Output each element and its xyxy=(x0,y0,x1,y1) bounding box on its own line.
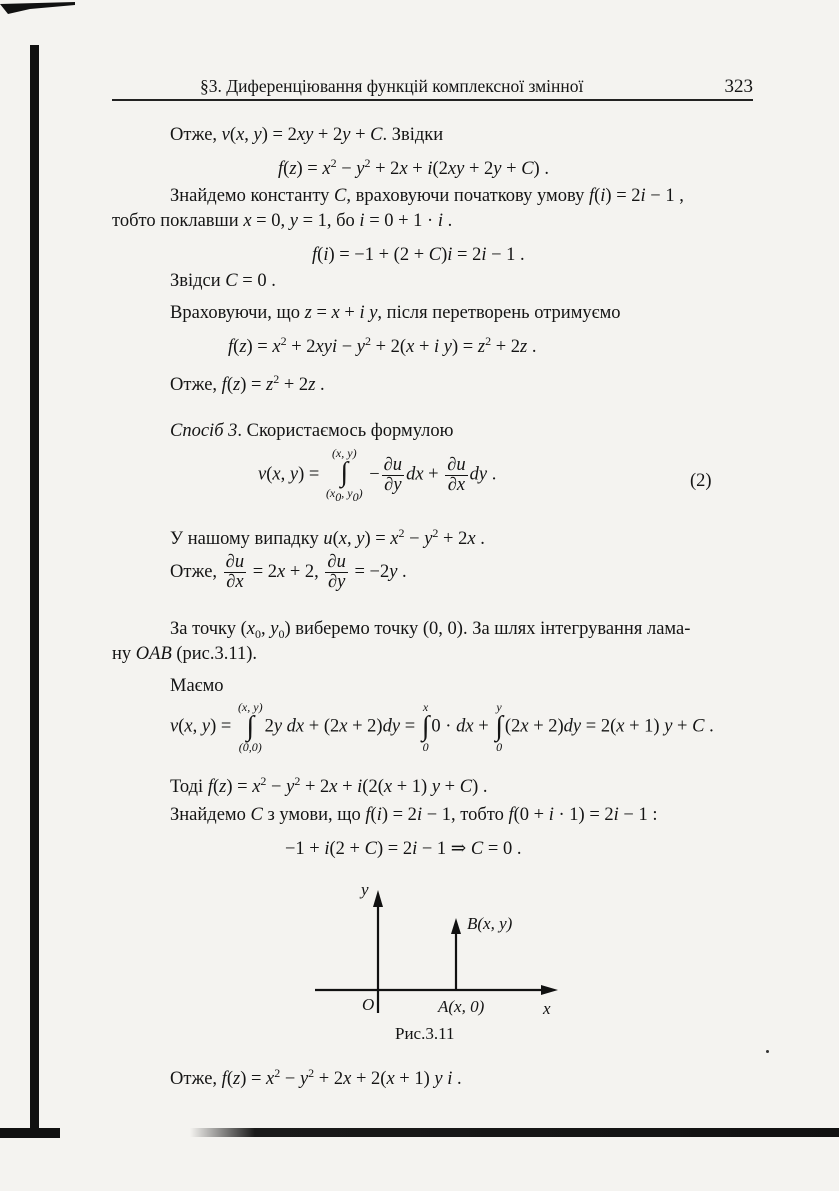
segment-ab xyxy=(451,918,461,990)
line-find-constant: Знайдемо константу C, враховуючи початкову умову f(i) = 2i − 1 , xyxy=(170,186,684,206)
line-substitution: тобто поклавши x = 0, y = 1, бо i = 0 + 1 · i . xyxy=(112,211,453,231)
line-partials: Отже, $\frac{\partial u}{\partial x}$ = 2x + 2, $\frac{\partial u}{\partial y}$ = −2y . xyxy=(170,552,407,592)
label-origin: O xyxy=(362,995,375,1014)
line-start-point: За точку ($x_0$, $y_0$) виберемо точку (0, 0). За шлях інтегрування лама- xyxy=(170,619,691,641)
line-method-3: Спосіб 3. Скористаємось формулою xyxy=(170,421,454,441)
formula-v-integral: v(x, y) = (x, y) ∫ (0,0) 2y dx + (2x + 2)dy = x ∫ 0 0 · dx + y ∫ 0 (2x + 2)dy = 2(x + 1) y + C . xyxy=(170,700,714,754)
label-x-axis: x xyxy=(543,999,551,1018)
line-we-have: Маємо xyxy=(170,676,224,696)
line-then: Тоді $f(z) = x^2 - y^2 + 2x + i(2(x + 1) y + C)$ . xyxy=(170,774,488,797)
line-find-c: Знайдемо C з умови, що f(i) = 2i − 1, тобто f(0 + i · 1) = 2i − 1 : xyxy=(170,805,658,825)
label-y-axis: y xyxy=(361,880,369,899)
line-v-result: Отже, v(x, y) = 2xy + 2y + C. Звідки xyxy=(170,125,444,145)
line-path: ну OAB (рис.3.11). xyxy=(112,644,257,664)
line-c-zero: Звідси C = 0 . xyxy=(170,271,276,291)
line-considering-z: Враховуючи, що z = x + i y, після перетворень отримуємо xyxy=(170,303,621,323)
page-number: 323 xyxy=(724,76,753,97)
figure-caption: Рис.3.11 xyxy=(395,1024,455,1043)
y-axis xyxy=(373,890,383,1013)
formula-f-i: f(i) = −1 + (2 + C)i = 2i − 1 . xyxy=(312,245,525,265)
line-final-result: Отже, $f(z) = x^2 - y^2 + 2x + 2(x + 1)$ y i . xyxy=(170,1066,462,1089)
formula-2: v(x, y) = (x, y) ∫ (x0, y0) − $\frac{\partial u}{\partial y}$ dx + $\frac{\partial u}{\partial x}$ dy . xyxy=(258,446,497,504)
line-f-z-result: Отже, $f(z) = z^2 + 2z$ . xyxy=(170,372,325,395)
label-point-b: B(x, y) xyxy=(467,914,513,933)
formula-c-equation: −1 + i(2 + C) = 2i − 1 ⇒ C = 0 . xyxy=(285,839,522,859)
line-our-case: У нашому випадку u(x, $y) = x^2 - y^2 + 2x$ . xyxy=(170,526,485,549)
label-point-a: A(x, 0) xyxy=(438,997,485,1016)
x-axis xyxy=(315,985,558,995)
formula-f-z-2: $f(z) = x^2 + 2xyi - y^2 + 2(x + i$ $y) = z^2 + 2z$ . xyxy=(228,334,537,357)
section-title: §3. Диференціювання функцій комплексної змінної xyxy=(200,76,584,96)
formula-f-z-1: $f(z) = x^2 - y^2 + 2x + i(2xy + 2y + C)$ . xyxy=(278,156,549,179)
equation-number: (2) xyxy=(690,471,712,491)
